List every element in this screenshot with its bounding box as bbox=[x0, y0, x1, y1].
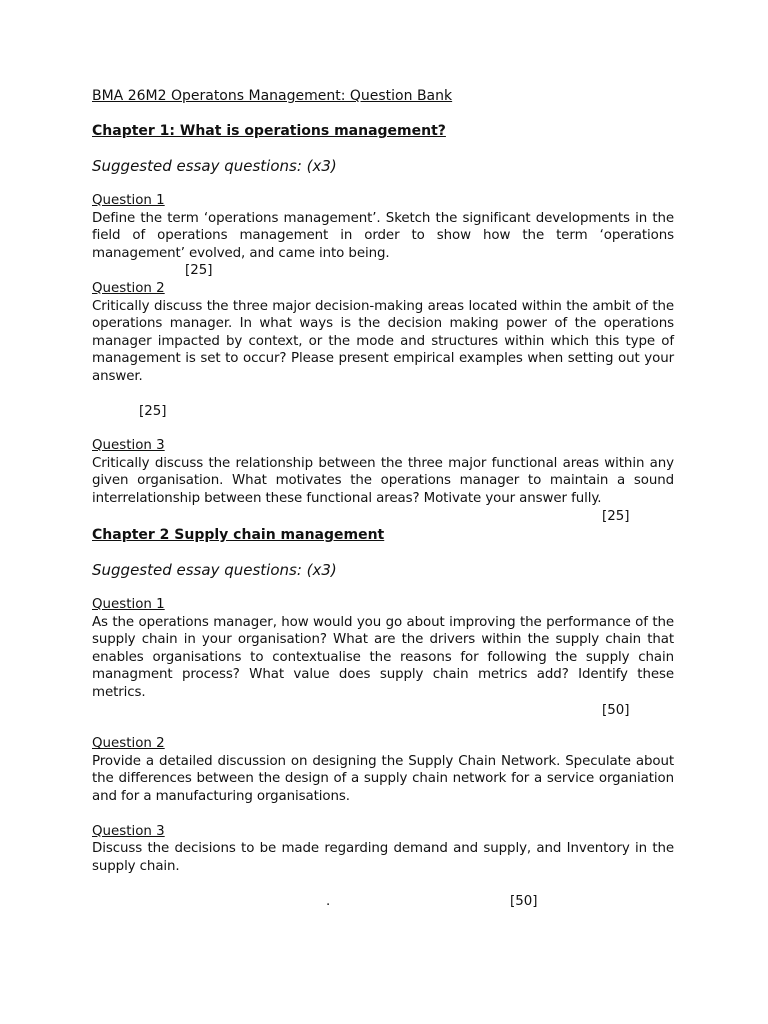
chapter-1-suggested-heading: Suggested essay questions: (x3) bbox=[92, 157, 337, 175]
chapter-2-question-2-heading: Question 2 bbox=[92, 736, 165, 752]
chapter-1-question-3-mark: [25] bbox=[602, 508, 630, 524]
chapter-1-question-2-mark: [25] bbox=[139, 403, 167, 419]
stray-dot: . bbox=[326, 894, 331, 910]
chapter-2-question-1-heading: Question 1 bbox=[92, 597, 165, 613]
chapter-2-question-2-text: Provide a detailed discussion on designing the Supply Chain Network. Speculate about the differences between the design of a supply chain network for a service organiation and for a manufacturing organisations. bbox=[92, 753, 674, 805]
chapter-1-question-2-text: Critically discuss the three major decision-making areas located within the ambit of the operations manager. In what ways is the decision making power of the operations manager impacted by context, or the mode and structures within which this type of management is set to occur? Please present empirical examples when setting out your answer. bbox=[92, 298, 674, 384]
chapter-1-question-1-text: Define the term ‘operations management’. Sketch the significant developments in the field of operations management in order to show how the term ‘operations management’ evolved, and came into being. bbox=[92, 210, 674, 261]
chapter-2-suggested-heading: Suggested essay questions: (x3) bbox=[92, 561, 337, 580]
document-title: BMA 26M2 Operatons Management: Question Bank bbox=[92, 88, 453, 104]
chapter-2-question-1-mark: [50] bbox=[602, 702, 630, 718]
chapter-2-question-3-text: Discuss the decisions to be made regarding demand and supply, and Inventory in the supply chain. bbox=[92, 841, 674, 874]
chapter-1-question-1-heading: Question 1 bbox=[92, 193, 165, 208]
chapter-2-question-1-text: As the operations manager, how would you go about improving the performance of the supply chain in your organisation? What are the drivers within the supply chain that enables organisations to contextualise the reasons for following the supply chain managment process? What value does supply chain metrics add? Identify these metrics. bbox=[92, 614, 674, 701]
chapter-2-question-3-heading: Question 3 bbox=[92, 823, 165, 839]
chapter-1-question-1-mark: [25] bbox=[185, 263, 213, 279]
chapter-1-question-2-heading: Question 2 bbox=[92, 280, 165, 296]
chapter-2-title: Chapter 2 Supply chain management bbox=[92, 527, 385, 544]
chapter-1-title: Chapter 1: What is operations management? bbox=[92, 123, 446, 139]
chapter-2-question-3-mark-row bbox=[92, 893, 674, 911]
chapter-1-question-3-heading: Question 3 bbox=[92, 438, 165, 454]
chapter-2-question-3-mark: [50] bbox=[510, 894, 538, 910]
document-page bbox=[92, 86, 674, 911]
chapter-1-question-3-text: Critically discuss the relationship between the three major functional areas within any given organisation. What motivates the operations manager to maintain a sound interrelationship between these functional areas? Motivate your answer fully. bbox=[92, 455, 674, 506]
